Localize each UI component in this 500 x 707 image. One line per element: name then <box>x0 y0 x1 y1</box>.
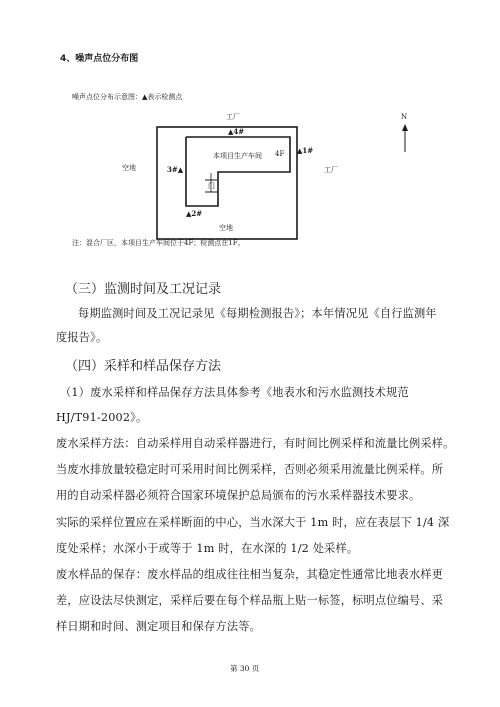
label-north: N <box>401 113 408 121</box>
label-floor: 4F <box>275 150 285 158</box>
point-3: 3#▲ <box>167 165 184 174</box>
figure-note: 注：混合厂区，本项目生产车间位于4F；检测点在1F。 <box>72 239 245 247</box>
label-factory-top: 工厂 <box>226 113 240 121</box>
figure-caption: 噪声点位分布示意图：▲表示检测点 <box>72 93 183 101</box>
section-heading-4: 4、噪声点位分布图 <box>60 54 139 64</box>
paragraph-line: 废水样品的保存：废水样品的组成往往相当复杂，其稳定性通常比地表水样更 <box>56 568 444 581</box>
label-workshop: 本项目生产车间 <box>213 152 262 160</box>
paragraph-line: 样日期和时间、测定项目和保存方法等。 <box>56 620 261 633</box>
label-factory-right: 工厂 <box>324 166 338 174</box>
page-number: 第 30 页 <box>230 664 260 673</box>
section-title-4: （四）采样和样品保存方法 <box>65 359 222 374</box>
label-empty-bottom: 空地 <box>219 224 233 232</box>
point-1: ▲1# <box>297 146 314 155</box>
point-4: ▲4# <box>228 127 245 136</box>
paragraph-line: 当废水排放量较稳定时可采用时间比例采样，否则必须采用流量比例采样。所 <box>56 463 444 476</box>
paragraph-line: 度报告》。 <box>56 331 108 344</box>
label-empty-left: 空地 <box>122 164 136 172</box>
paragraph-line: 度处采样；水深小于或等于 1m 时，在水深的 1/2 处采样。 <box>56 542 359 555</box>
north-arrow-head <box>402 124 408 131</box>
paragraph-line: HJ/T91-2002》。 <box>56 411 148 424</box>
workshop-outline <box>186 137 290 206</box>
point-2: ▲2# <box>186 209 203 218</box>
paragraph-line: 用的自动采样器必须符合国家环境保护总局颁布的污水采样器技术要求。 <box>56 489 421 502</box>
paragraph-line: 废水采样方法：自动采样用自动采样器进行，有时间比例采样和流量比例采样。 <box>56 437 455 450</box>
paragraph-line: 差，应设法尽快测定，采样后要在每个样品瓶上贴一标签，标明点位编号、采 <box>56 594 444 607</box>
label-gate: 门 <box>208 182 215 190</box>
paragraph-line: （1）废水采样和样品保存方法具体参考《地表水和污水监测技术规范 <box>60 386 409 399</box>
paragraph-line: 每期监测时间及工况记录见《每期检测报告》；本年情况见《自行监测年 <box>78 307 437 320</box>
section-title-3: （三）监测时间及工况记录 <box>65 282 222 297</box>
paragraph-line: 实际的采样位置应在采样断面的中心，当水深大于 1m 时，应在表层下 1/4 深 <box>56 516 450 529</box>
